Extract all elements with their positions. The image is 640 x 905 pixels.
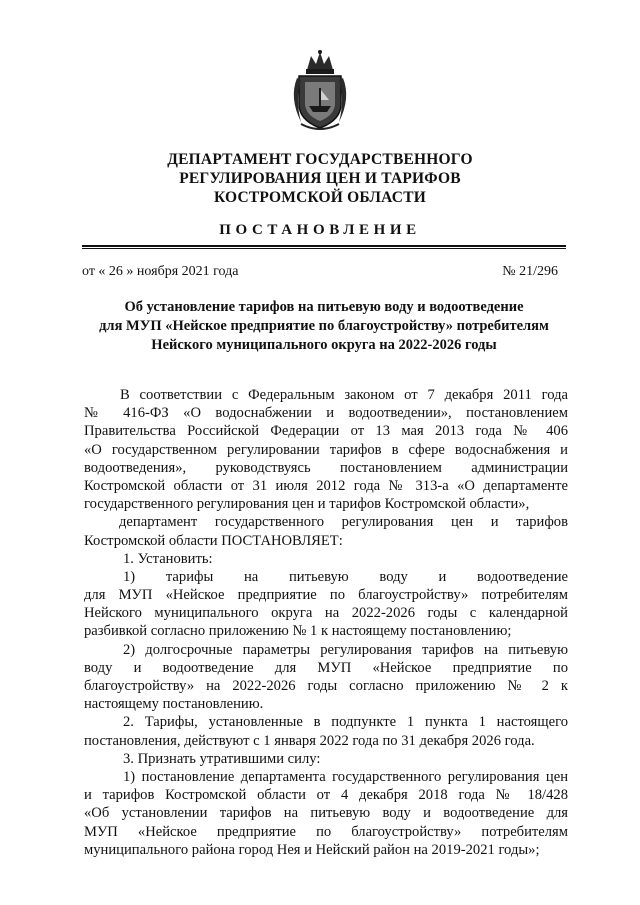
text-line: «Об установлении тарифов на питьевую воду и водоотведение для <box>84 805 568 822</box>
paragraph-item-1-2 <box>84 641 568 714</box>
text-line: воду и водоотведение для МУП «Нейское предприятие по <box>84 659 568 676</box>
document-number: № 21/296 <box>502 264 558 279</box>
paragraph-item-3-1 <box>84 768 568 859</box>
text-line: Нейского муниципального округа на 2022-2026 годы с календарной <box>84 605 568 622</box>
text-line: Костромской области от 31 июля 2012 года № 313-а «О департаменте <box>84 477 568 494</box>
text-line: В соответствии с Федеральным законом от 7 декабря 2011 года <box>120 387 568 403</box>
text-line: 1) постановление департамента государственного регулирования цен <box>123 768 568 785</box>
title-line-3: Нейского муниципального округа на 2022-2026 годы <box>151 337 497 353</box>
text-line: для МУП «Нейское предприятие по благоустройству» потребителям <box>84 587 568 604</box>
text-line: 1) тарифы на питьевую воду и водоотведение <box>123 568 568 585</box>
text-line: 3. Признать утратившими силу: <box>123 750 321 767</box>
department-line-1: ДЕПАРТАМЕНТ ГОСУДАРСТВЕННОГО <box>167 151 473 168</box>
text-line: 2. Тарифы, установленные в подпункте 1 пункта 1 настоящего <box>123 714 568 731</box>
text-line: «О государственном регулировании тарифов в сфере водоснабжения и <box>84 441 568 458</box>
title-line-1: Об установление тарифов на питьевую воду и водоотведение <box>124 299 524 315</box>
text-line: Правительства Российской Федерации от 13 мая 2013 года № 406 <box>84 423 568 440</box>
paragraph-item-2 <box>84 713 568 749</box>
department-line-2: РЕГУЛИРОВАНИЯ ЦЕН И ТАРИФОВ <box>179 170 461 187</box>
text-line: департамент государственного регулирования цен и тарифов <box>119 514 568 531</box>
text-line: МУП «Нейское предприятие по благоустройству» потребителям <box>84 823 568 840</box>
paragraph-preamble <box>84 386 568 513</box>
paragraph-resolves <box>84 513 568 549</box>
document-body <box>84 386 568 859</box>
text-line: благоустройству» на 2022-2026 годы согласно приложению № 2 к <box>84 678 568 694</box>
document-type: ПОСТАНОВЛЕНИЕ <box>219 222 421 238</box>
department-line-3: КОСТРОМСКОЙ ОБЛАСТИ <box>213 189 426 206</box>
document-title <box>82 298 566 355</box>
text-line: государственного регулирования цен и тарифов Костромской области», <box>84 496 530 513</box>
paragraph-item-1-1 <box>84 568 568 641</box>
title-line-2: для МУП «Нейское предприятие по благоустройству» потребителям <box>99 318 549 334</box>
text-line: муниципального района город Нея и Нейский район на 2019-2021 годы»; <box>84 841 540 858</box>
department-name <box>0 150 640 207</box>
text-line: 1. Установить: <box>123 550 213 567</box>
document-date: от « 26 » ноября 2021 года <box>82 264 239 279</box>
text-line: № 416-ФЗ «О водоснабжении и водоотведении», постановлением <box>84 405 568 422</box>
text-line: постановления, действуют с 1 января 2022 года по 31 декабря 2026 года. <box>84 732 535 749</box>
paragraph-item-3 <box>84 750 568 768</box>
paragraph-item-1 <box>84 550 568 568</box>
text-line: и тарифов Костромской области от 4 декабря 2018 года № 18/428 <box>84 787 568 804</box>
text-line: водоотведения», руководствуясь постановлением администрации <box>84 459 568 476</box>
text-line: Костромской области ПОСТАНОВЛЯЕТ: <box>84 532 343 549</box>
text-line: 2) долгосрочные параметры регулирования тарифов на питьевую <box>123 641 568 658</box>
header-divider <box>82 245 566 249</box>
text-line: настоящему постановлению. <box>84 696 264 713</box>
text-line: разбивкой согласно приложению № 1 к настоящему постановлению; <box>84 623 512 640</box>
kostroma-coat-of-arms-icon <box>287 48 353 132</box>
